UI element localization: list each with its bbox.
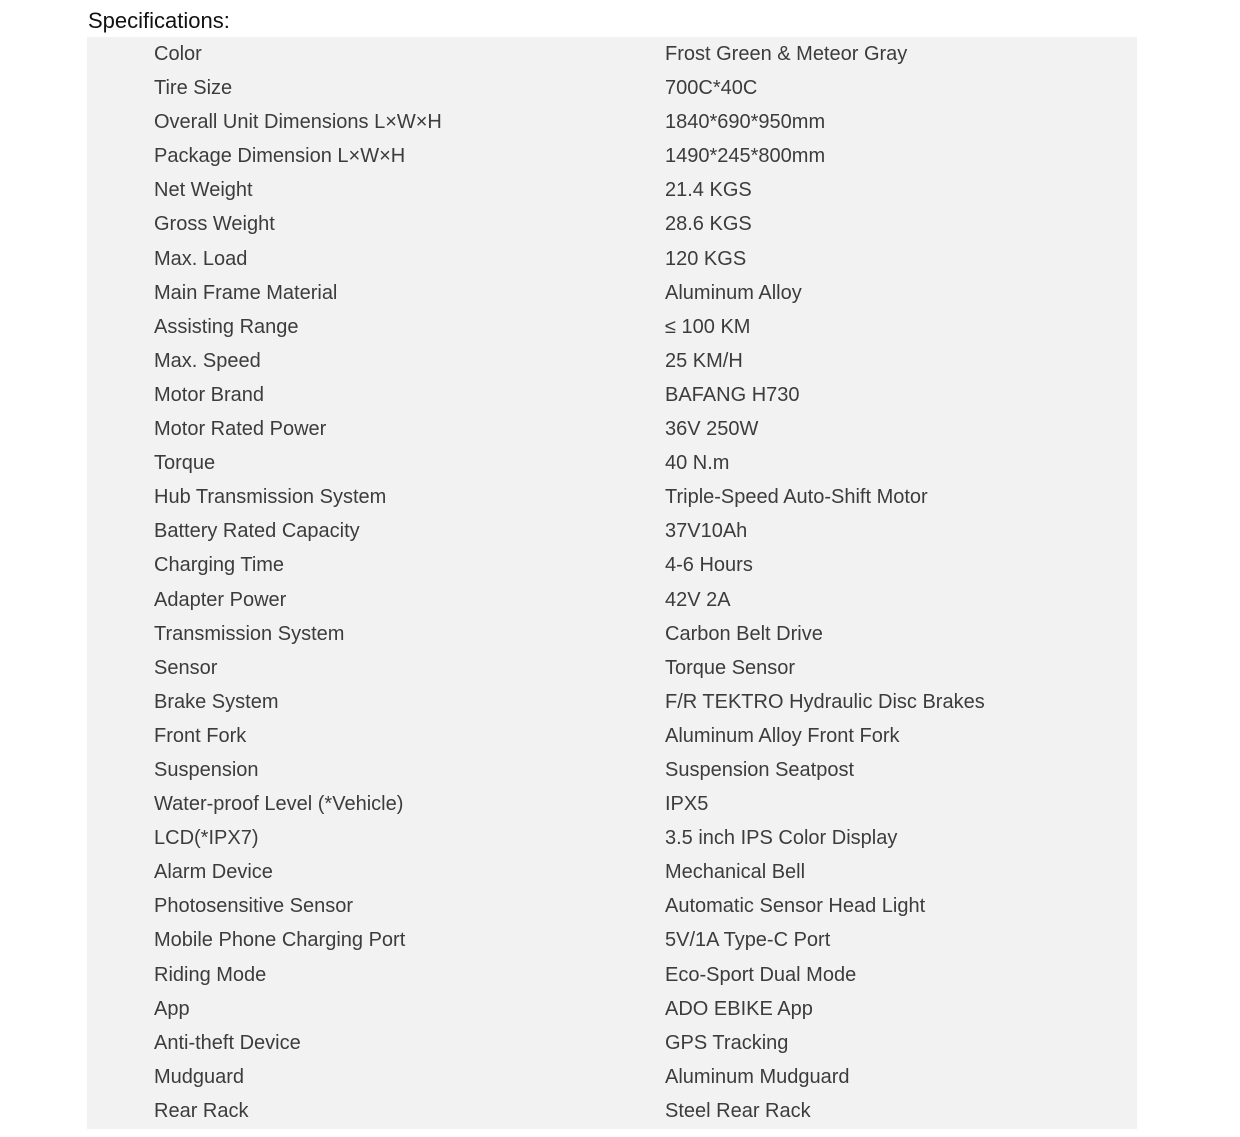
spec-row [87,1026,1137,1060]
spec-row [87,753,1137,787]
spec-label: Motor Rated Power [154,418,327,441]
spec-row [87,958,1137,992]
spec-row [87,651,1137,685]
spec-value: Torque Sensor [665,656,796,679]
spec-label: Alarm Device [154,861,273,884]
spec-row [87,855,1137,889]
spec-label: Hub Transmission System [154,486,387,509]
spec-row [87,685,1137,719]
spec-label: Brake System [154,690,279,713]
spec-value: 1840*690*950mm [665,111,826,134]
spec-row [87,139,1137,173]
spec-value: IPX5 [665,793,709,816]
spec-label: Assisting Range [154,315,299,338]
spec-row [87,378,1137,412]
spec-row [87,276,1137,310]
spec-row [87,1094,1137,1128]
spec-label: Rear Rack [154,1099,249,1122]
spec-label: Charging Time [154,554,285,577]
spec-label: Overall Unit Dimensions L×W×H [154,111,442,134]
spec-value: 25 KM/H [665,349,743,372]
spec-label: Motor Brand [154,383,265,406]
spec-row [87,480,1137,514]
spec-label: Package Dimension L×W×H [154,145,406,168]
spec-row [87,719,1137,753]
spec-value: Triple-Speed Auto-Shift Motor [665,486,928,509]
spec-label: Net Weight [154,179,253,202]
spec-row [87,821,1137,855]
spec-value: F/R TEKTRO Hydraulic Disc Brakes [665,690,985,713]
spec-row [87,548,1137,582]
spec-label: Riding Mode [154,963,267,986]
spec-label: App [154,997,190,1020]
spec-value: 37V10Ah [665,520,748,543]
specifications-panel [87,37,1137,1129]
spec-value: ≤ 100 KM [665,315,751,338]
specifications-table [87,37,1137,1128]
spec-label: Water-proof Level (*Vehicle) [154,793,404,816]
spec-value: Aluminum Mudguard [665,1065,850,1088]
spec-value: 5V/1A Type-C Port [665,929,831,952]
spec-value: 4-6 Hours [665,554,753,577]
spec-value: BAFANG H730 [665,383,800,406]
spec-value: 28.6 KGS [665,213,752,236]
spec-row [87,514,1137,548]
spec-value: Automatic Sensor Head Light [665,895,926,918]
spec-label: Max. Speed [154,349,261,372]
page-title: Specifications: [88,8,230,33]
spec-row [87,71,1137,105]
spec-label: Tire Size [154,77,233,100]
spec-label: LCD(*IPX7) [154,827,259,850]
spec-row [87,37,1137,71]
spec-value: 120 KGS [665,247,747,270]
spec-label: Torque [154,452,216,475]
spec-value: 42V 2A [665,588,731,611]
spec-row [87,446,1137,480]
spec-value: ADO EBIKE App [665,997,813,1020]
spec-label: Anti-theft Device [154,1031,301,1054]
spec-row [87,992,1137,1026]
spec-label: Photosensitive Sensor [154,895,354,918]
spec-value: 21.4 KGS [665,179,752,202]
spec-value: 40 N.m [665,452,730,475]
spec-value: Suspension Seatpost [665,758,855,781]
spec-value: 3.5 inch IPS Color Display [665,827,898,850]
spec-label: Transmission System [154,622,345,645]
spec-value: Steel Rear Rack [665,1099,811,1122]
spec-label: Suspension [154,758,259,781]
spec-label: Sensor [154,656,218,679]
spec-row [87,105,1137,139]
spec-value: Aluminum Alloy Front Fork [665,724,900,747]
spec-row [87,583,1137,617]
spec-value: 36V 250W [665,418,759,441]
spec-row [87,412,1137,446]
spec-label: Main Frame Material [154,281,338,304]
spec-value: Frost Green & Meteor Gray [665,43,908,65]
spec-row [87,344,1137,378]
spec-label: Gross Weight [154,213,275,236]
spec-label: Adapter Power [154,588,287,611]
spec-row [87,923,1137,957]
spec-row [87,242,1137,276]
spec-value: Aluminum Alloy [665,281,802,304]
spec-label: Front Fork [154,724,247,747]
spec-row [87,207,1137,241]
spec-value: Carbon Belt Drive [665,622,823,645]
spec-label: Mudguard [154,1065,245,1088]
spec-value: GPS Tracking [665,1031,789,1054]
spec-row [87,1060,1137,1094]
spec-value: Eco-Sport Dual Mode [665,963,857,986]
spec-row [87,173,1137,207]
spec-value: Mechanical Bell [665,861,806,884]
spec-label: Max. Load [154,247,248,270]
spec-row [87,889,1137,923]
spec-row [87,787,1137,821]
spec-row [87,310,1137,344]
spec-label: Battery Rated Capacity [154,520,360,543]
spec-label: Color [154,43,202,65]
spec-row [87,617,1137,651]
spec-label: Mobile Phone Charging Port [154,929,406,952]
spec-value: 1490*245*800mm [665,145,826,168]
spec-value: 700C*40C [665,77,758,100]
